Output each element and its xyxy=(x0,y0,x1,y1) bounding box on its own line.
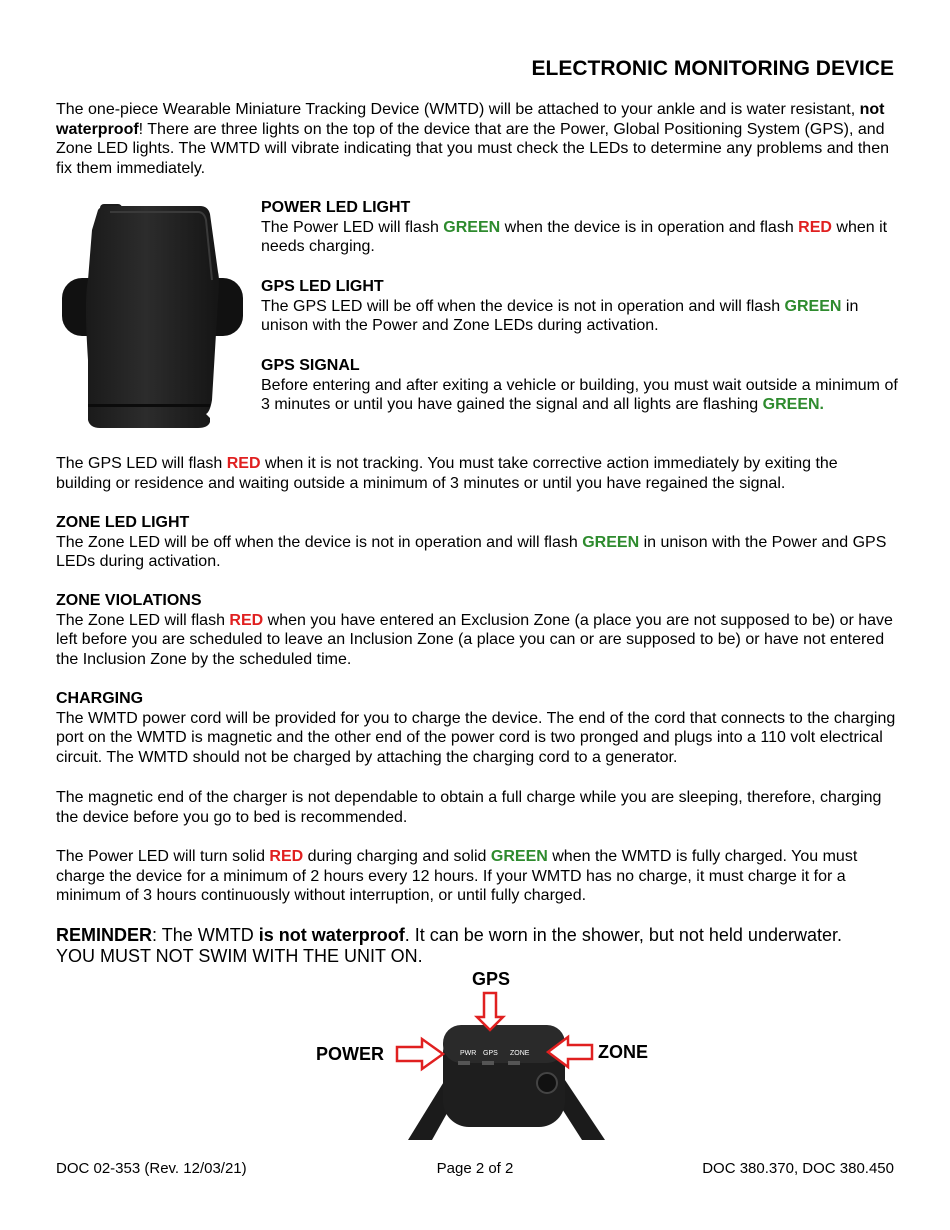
charging-heading: CHARGING xyxy=(56,690,144,707)
gps-arrow-icon xyxy=(477,993,503,1030)
device-button xyxy=(537,1073,557,1093)
footer-page-number: Page 2 of 2 xyxy=(436,1160,514,1177)
charging-paragraph-2: The magnetic end of the charger is not dependable to obtain a full charge while you are sleeping, therefore, charging the device before you go to bed is recommended. xyxy=(56,789,882,826)
led-label-gps: GPS xyxy=(483,1050,498,1057)
gps-red-paragraph: The GPS LED will flash RED when it is not tracking. You must take corrective action immediately by exiting the building or residence and waiting outside a minimum of 3 minutes or until you have regained the signal. xyxy=(56,455,838,492)
power-led-heading: POWER LED LIGHT xyxy=(261,199,411,216)
zone-violations-heading: ZONE VIOLATIONS xyxy=(56,592,202,609)
gps-led-section: GPS LED LIGHT The GPS LED will be off when the device is not in operation and will flash GREEN in unison with the Power and Zone LEDs during activation. xyxy=(261,277,901,336)
zone-violations-section: ZONE VIOLATIONS The Zone LED will flash RED when you have entered an Exclusion Zone (a place you are not supposed to be) or have left before you are scheduled to leave an Inclusion Zone (a place you can or are supposed to be) or have not entered the Inclusion Zone by the scheduled time. xyxy=(56,591,896,669)
intro-paragraph: The one-piece Wearable Miniature Tracking Device (WMTD) will be attached to your ankle and is water resistant, not waterproof! There are three lights on the top of the device that are the Power, Global Positioning System (GPS), and Zone LED lights. The WMTD will vibrate indicating that you must check the LEDs to determine any problems and then fix them immediately. xyxy=(56,101,889,177)
gps-led-heading: GPS LED LIGHT xyxy=(261,278,384,295)
device-photo xyxy=(60,200,245,435)
led-label-pwr: PWR xyxy=(460,1050,477,1057)
led-diagram xyxy=(310,965,660,1145)
zone-led-section: ZONE LED LIGHT The Zone LED will be off when the device is not in operation and will flash GREEN in unison with the Power and GPS LEDs during activation. xyxy=(56,513,896,572)
power-led-section: POWER LED LIGHT The Power LED will flash GREEN when the device is in operation and flash RED when it needs charging. xyxy=(261,198,901,257)
footer-references: DOC 380.370, DOC 380.450 xyxy=(702,1160,894,1177)
power-label: POWER xyxy=(316,1044,385,1064)
gps-signal-heading: GPS SIGNAL xyxy=(261,357,360,374)
charging-paragraph-1: The WMTD power cord will be provided for you to charge the device. The end of the cord that connects to the charging port on the WMTD is magnetic and the other end of the power cord is two pronged and plugs into a 110 volt electrical circuit. The WMTD should not be charged by attaching the charging cord to a generator. xyxy=(56,709,896,766)
gps-label: GPS xyxy=(472,969,511,989)
led-label-zone: ZONE xyxy=(510,1050,530,1057)
zone-led-heading: ZONE LED LIGHT xyxy=(56,514,190,531)
power-arrow-icon xyxy=(397,1039,443,1069)
charging-section xyxy=(56,689,896,767)
footer-doc-number: DOC 02-353 (Rev. 12/03/21) xyxy=(56,1160,247,1177)
zone-label: ZONE xyxy=(598,1042,649,1062)
reminder-block: REMINDER: The WMTD is not waterproof. It can be worn in the shower, but not held underwater. YOU MUST NOT SWIM WITH THE UNIT ON. xyxy=(56,925,842,966)
page-title: ELECTRONIC MONITORING DEVICE xyxy=(531,57,894,80)
gps-signal-section: GPS SIGNAL Before entering and after exiting a vehicle or building, you must wait outside a minimum of 3 minutes or until you have gained the signal and all lights are flashing GREEN. xyxy=(261,356,901,415)
charging-paragraph-3: The Power LED will turn solid RED during charging and solid GREEN when the WMTD is fully charged. You must charge the device for a minimum of 2 hours every 12 hours. If your WMTD has no charge, it must charge it for a minimum of 3 hours continuously without interruption, or until fully charged. xyxy=(56,848,858,905)
